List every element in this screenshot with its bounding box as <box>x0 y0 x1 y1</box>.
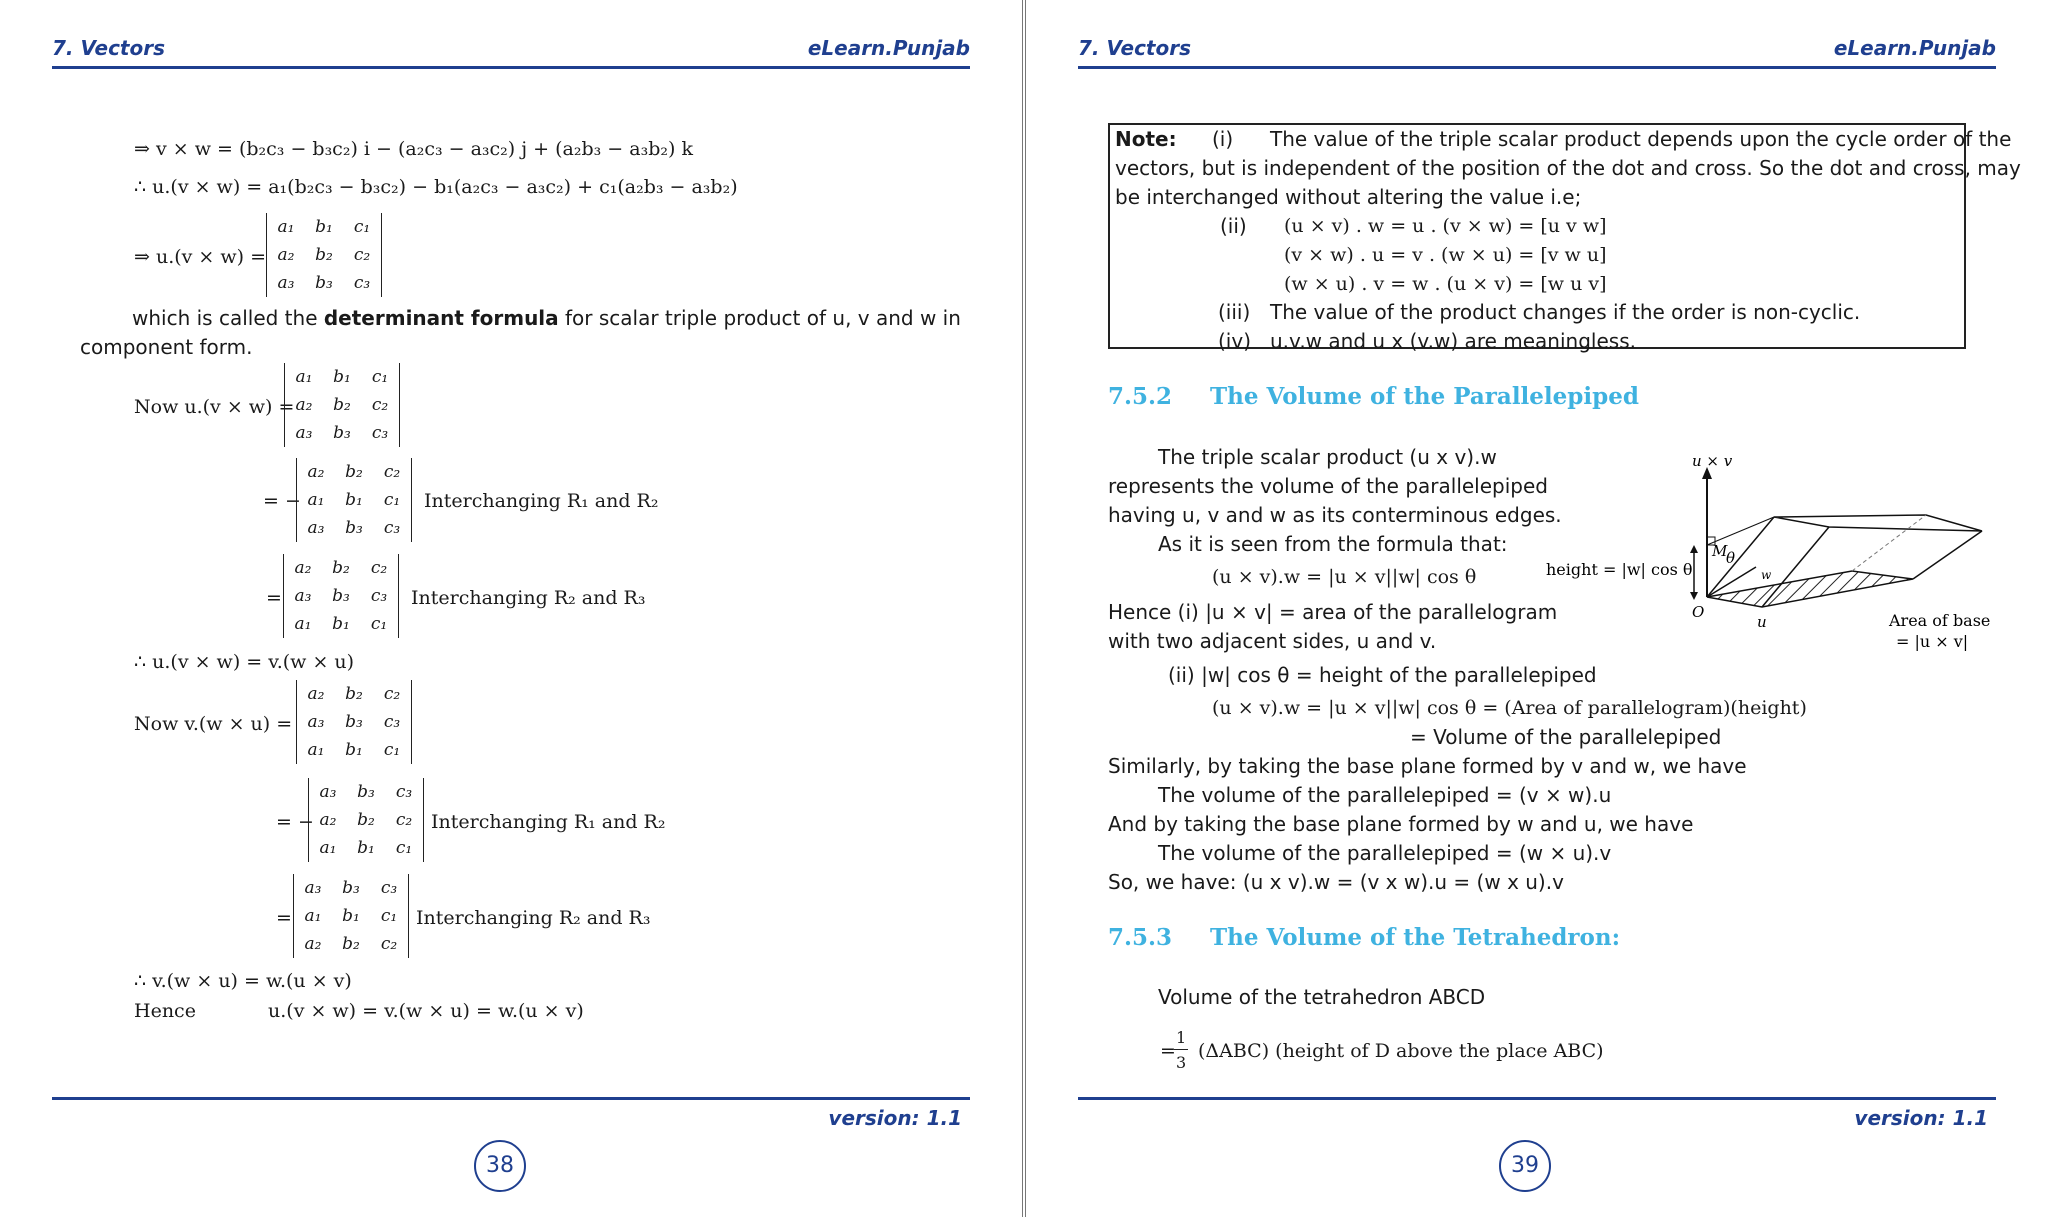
determinant-cell: b₃ <box>333 423 351 443</box>
determinant-row <box>267 213 381 241</box>
determinant-row <box>267 269 381 297</box>
determinant-cell: c₃ <box>395 782 413 802</box>
tet-fraction-bar <box>1174 1049 1188 1050</box>
hence-ii-line: (ii) |w| cos θ = height of the parallelepiped <box>1168 663 1597 687</box>
note-i-line1: The value of the triple scalar product depends upon the cycle order of the <box>1270 127 2012 151</box>
determinant-cell: c₃ <box>383 518 401 538</box>
note-interchange-r2-r3-a: Interchanging R₂ and R₃ <box>411 587 646 609</box>
determinant-cell: a₂ <box>307 462 325 482</box>
page-header <box>52 36 970 69</box>
similarly-line1: Similarly, by taking the base plane formed by v and w, we have <box>1108 754 1747 778</box>
determinant-cell: a₂ <box>304 934 322 954</box>
determinant-cell: c₃ <box>353 273 371 293</box>
determinant-cell: b₂ <box>357 810 375 830</box>
note-iv-num: (iv) <box>1218 329 1251 353</box>
determinant-c-grid <box>284 554 398 638</box>
determinant-cell: c₁ <box>353 217 371 237</box>
determinant-row <box>297 514 411 542</box>
determinant-e <box>293 874 409 958</box>
determinant-cell: b₂ <box>345 462 363 482</box>
tet-fraction-denominator: 3 <box>1176 1053 1187 1072</box>
determinant-cell: b₁ <box>332 614 350 634</box>
edge-3 <box>1913 531 1982 579</box>
note-interchange-r1-r2-a: Interchanging R₁ and R₂ <box>424 490 659 512</box>
determinant-cell: c₂ <box>380 934 398 954</box>
paragraph-1-line2: represents the volume of the parallelepiped <box>1108 474 1548 498</box>
determinant-e-grid <box>294 874 408 958</box>
label-area-base: Area of base <box>1889 611 1991 630</box>
determinant-cell: a₁ <box>307 740 325 760</box>
note-i-num: (i) <box>1212 127 1234 151</box>
determinant-cell: a₁ <box>294 614 312 634</box>
determinant-cell: c₁ <box>383 740 401 760</box>
determinant-cell: c₃ <box>370 586 388 606</box>
determinant-now1 <box>284 363 400 447</box>
tet-equation: (ΔABC) (height of D above the place ABC) <box>1198 1040 1604 1062</box>
note-iv-text: u.v.w and u x (v.w) are meaningless. <box>1270 329 1636 353</box>
note-ii-num: (ii) <box>1220 214 1247 238</box>
determinant-row <box>285 363 399 391</box>
determinant-cell: a₁ <box>304 906 322 926</box>
hence-i-line2: with two adjacent sides, u and v. <box>1108 629 1437 653</box>
projection-line <box>1707 517 1774 545</box>
note-interchange-r1-r2-b: Interchanging R₁ and R₂ <box>431 811 666 833</box>
label-u: u <box>1757 613 1767 631</box>
page-footer <box>1078 1097 1996 1130</box>
determinant-now1-grid <box>285 363 399 447</box>
page-number: 38 <box>474 1140 526 1192</box>
and-line1: And by taking the base plane formed by w and u, we have <box>1108 812 1694 836</box>
determinant-cell: b₂ <box>345 684 363 704</box>
determinant-cell: b₃ <box>315 273 333 293</box>
so-line: So, we have: (u x v).w = (v x w).u = (w x u).v <box>1108 870 1564 894</box>
determinant-b-grid <box>297 458 411 542</box>
determinant-cell: c₃ <box>371 423 389 443</box>
determinant-cell: c₁ <box>383 490 401 510</box>
label-w: w <box>1761 568 1772 582</box>
therefore-1: ∴ u.(v × w) = v.(w × u) <box>134 651 355 673</box>
determinant-row <box>284 554 398 582</box>
paragraph-1-line3: having u, v and w as its conterminous edges. <box>1108 503 1562 527</box>
determinant-a <box>266 213 382 297</box>
determinant-row <box>309 806 423 834</box>
page-39 <box>1025 0 2048 1217</box>
determinant-cell: c₂ <box>383 684 401 704</box>
hence-i-line: Hence (i) |u × v| = area of the parallelogram <box>1108 600 1558 624</box>
note-iii-num: (iii) <box>1218 300 1251 324</box>
determinant-cell: b₁ <box>345 490 363 510</box>
determinant-row <box>297 708 411 736</box>
formula-volume: (u × v).w = |u × v||w| cos θ = (Area of parallelogram)(height) <box>1212 697 1807 719</box>
determinant-cell: b₁ <box>315 217 333 237</box>
and-line2: The volume of the parallelepiped = (w × u).v <box>1158 841 1612 865</box>
paragraph-1-line1: The triple scalar product (u x v).w <box>1158 445 1497 469</box>
header-brand: eLearn.Punjab <box>807 36 970 60</box>
tet-fraction-numerator: 1 <box>1176 1028 1187 1047</box>
determinant-row <box>294 930 408 958</box>
determinant-d-grid <box>309 778 423 862</box>
paragraph-determinant-formula <box>132 306 961 330</box>
determinant-cell: b₃ <box>345 518 363 538</box>
determinant-b <box>296 458 412 542</box>
height-arrow-top <box>1690 545 1698 553</box>
determinant-cell: b₁ <box>345 740 363 760</box>
label-uxv: u × v <box>1692 452 1733 470</box>
determinant-cell: a₃ <box>307 712 325 732</box>
determinant-cell: c₂ <box>370 558 388 578</box>
determinant-row <box>284 582 398 610</box>
paragraph-line2: component form. <box>80 335 253 359</box>
tet-equals: = <box>1160 1040 1176 1062</box>
determinant-cell: a₂ <box>319 810 337 830</box>
equation-v-cross-w: ⇒ v × w = (b₂c₃ − b₃c₂) i − (a₂c₃ − a₃c₂) j + (a₂b₃ − a₃b₂) k <box>134 138 693 160</box>
determinant-cell: a₃ <box>294 586 312 606</box>
determinant-row <box>285 391 399 419</box>
note-label: Note: <box>1115 127 1177 151</box>
determinant-cell: c₁ <box>371 367 389 387</box>
formula-triple-product: (u × v).w = |u × v||w| cos θ <box>1212 566 1477 588</box>
determinant-cell: c₁ <box>380 906 398 926</box>
section-7-5-3-number: 7.5.3 <box>1108 924 1173 951</box>
note-interchange-r2-r3-b: Interchanging R₂ and R₃ <box>416 907 651 929</box>
determinant-now2 <box>296 680 412 764</box>
determinant-cell: a₂ <box>294 558 312 578</box>
note-iii-text: The value of the product changes if the order is non-cyclic. <box>1270 300 1861 324</box>
determinant-cell: c₃ <box>383 712 401 732</box>
determinant-row <box>309 778 423 806</box>
determinant-row <box>297 736 411 764</box>
top-face <box>1774 515 1982 531</box>
determinant-cell: a₃ <box>307 518 325 538</box>
base-parallelogram <box>1707 571 1913 607</box>
hence-equation: u.(v × w) = v.(w × u) = w.(u × v) <box>268 1000 584 1022</box>
determinant-row <box>297 458 411 486</box>
determinant-cell: a₃ <box>319 782 337 802</box>
determinant-row <box>309 834 423 862</box>
note-ii-eq2: (v × w) . u = v . (w × u) = [v w u] <box>1284 244 1607 266</box>
determinant-cell: c₁ <box>370 614 388 634</box>
para-post: for scalar triple product of u, v and w in <box>558 306 961 330</box>
determinant-cell: c₁ <box>395 838 413 858</box>
note-i-line3: be interchanged without altering the value i.e; <box>1115 185 1582 209</box>
determinant-cell: b₃ <box>332 586 350 606</box>
section-7-5-2-number: 7.5.2 <box>1108 383 1173 410</box>
note-box <box>1108 123 2021 353</box>
determinant-cell: b₁ <box>357 838 375 858</box>
equation-determinant-lhs: ⇒ u.(v × w) = <box>134 246 267 268</box>
label-height: height = |w| cos θ <box>1546 560 1693 579</box>
header-brand: eLearn.Punjab <box>1833 36 1996 60</box>
determinant-a-grid <box>267 213 381 297</box>
label-area-value: = |u × v| <box>1896 632 1969 651</box>
equals-sign-1: = <box>266 587 282 609</box>
determinant-cell: b₃ <box>342 878 360 898</box>
determinant-cell: b₃ <box>357 782 375 802</box>
determinant-cell: c₂ <box>353 245 371 265</box>
determinant-cell: a₃ <box>295 423 313 443</box>
minus-sign-1: = − <box>263 490 301 512</box>
determinant-cell: a₁ <box>319 838 337 858</box>
determinant-cell: c₂ <box>383 462 401 482</box>
equation-u-dot-vxw-expanded: ∴ u.(v × w) = a₁(b₂c₃ − b₃c₂) − b₁(a₂c₃ − a₃c₂) + c₁(a₂b₃ − a₃b₂) <box>134 176 738 198</box>
now-lhs-1: Now u.(v × w) = <box>134 396 295 418</box>
determinant-cell: c₂ <box>395 810 413 830</box>
similarly-line2: The volume of the parallelepiped = (v × w).u <box>1158 783 1612 807</box>
determinant-cell: b₁ <box>333 367 351 387</box>
determinant-cell: b₃ <box>345 712 363 732</box>
hence-label: Hence <box>134 1000 196 1022</box>
minus-sign-2: = − <box>276 811 314 833</box>
determinant-d <box>308 778 424 862</box>
parallelepiped-figure <box>1546 445 1996 665</box>
label-O: O <box>1692 603 1705 621</box>
para-bold: determinant formula <box>323 306 559 330</box>
determinant-cell: b₂ <box>332 558 350 578</box>
determinant-c <box>283 554 399 638</box>
section-7-5-2-title: The Volume of the Parallelepiped <box>1210 383 1639 410</box>
para-pre: which is called the <box>132 306 324 330</box>
label-M: M <box>1712 542 1728 560</box>
footer-version: version: 1.1 <box>828 1106 962 1130</box>
now-lhs-2: Now v.(w × u) = <box>134 713 293 735</box>
tetrahedron-line: Volume of the tetrahedron ABCD <box>1158 985 1486 1009</box>
page-header <box>1078 36 1996 69</box>
determinant-row <box>267 241 381 269</box>
determinant-row <box>297 486 411 514</box>
determinant-row <box>294 902 408 930</box>
determinant-cell: a₂ <box>277 245 295 265</box>
determinant-row <box>297 680 411 708</box>
determinant-cell: a₃ <box>304 878 322 898</box>
header-chapter: 7. Vectors <box>52 36 165 60</box>
page-footer <box>52 1097 970 1130</box>
determinant-cell: a₁ <box>295 367 313 387</box>
determinant-cell: c₂ <box>371 395 389 415</box>
determinant-cell: b₂ <box>342 934 360 954</box>
determinant-row <box>284 610 398 638</box>
determinant-row <box>294 874 408 902</box>
header-chapter: 7. Vectors <box>1078 36 1191 60</box>
determinant-cell: b₁ <box>342 906 360 926</box>
height-arrow-bottom <box>1690 592 1698 600</box>
determinant-cell: b₂ <box>333 395 351 415</box>
formula-volume-line2: = Volume of the parallelepiped <box>1410 725 1722 749</box>
determinant-cell: a₁ <box>307 490 325 510</box>
determinant-cell: a₂ <box>295 395 313 415</box>
note-ii-eq1: (u × v) . w = u . (v × w) = [u v w] <box>1284 215 1607 237</box>
note-ii-eq3: (w × u) . v = w . (u × v) = [w u v] <box>1284 273 1607 295</box>
determinant-cell: a₂ <box>307 684 325 704</box>
equals-sign-2: = <box>276 907 292 929</box>
page-38 <box>0 0 1023 1217</box>
determinant-cell: a₁ <box>277 217 295 237</box>
hidden-edge <box>1852 515 1926 571</box>
determinant-row <box>285 419 399 447</box>
section-7-5-3-title: The Volume of the Tetrahedron: <box>1210 924 1621 951</box>
footer-version: version: 1.1 <box>1854 1106 1988 1130</box>
page-number: 39 <box>1499 1140 1551 1192</box>
determinant-cell: a₃ <box>277 273 295 293</box>
label-theta: θ <box>1726 549 1736 567</box>
determinant-cell: b₂ <box>315 245 333 265</box>
therefore-2: ∴ v.(w × u) = w.(u × v) <box>134 970 352 992</box>
determinant-cell: c₃ <box>380 878 398 898</box>
note-i-line2: vectors, but is independent of the position of the dot and cross. So the dot and cross, may <box>1115 156 2021 180</box>
paragraph-1-line4: As it is seen from the formula that: <box>1158 532 1508 556</box>
determinant-now2-grid <box>297 680 411 764</box>
